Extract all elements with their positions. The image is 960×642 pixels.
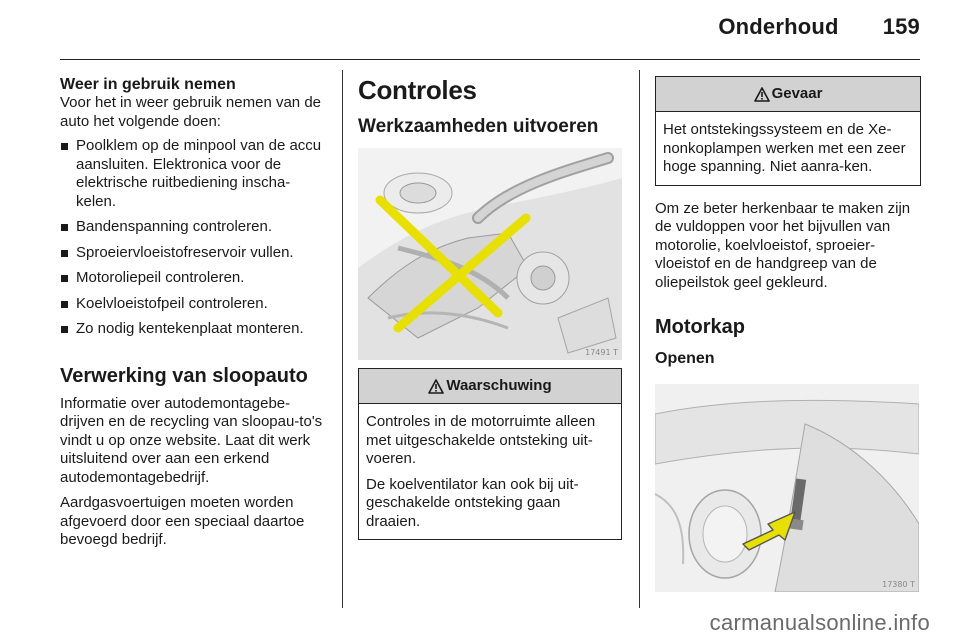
section-title: Onderhoud (718, 14, 839, 39)
warning-header (359, 369, 621, 404)
column-3 (655, 76, 923, 592)
heading-openen: Openen (655, 350, 715, 367)
danger-header (656, 77, 920, 112)
heading-motorkap: Motorkap (655, 316, 745, 338)
engine-bay-figure (358, 148, 622, 360)
weer-intro: Voor het in weer gebruik nemen van de auto het volgende doen: (60, 94, 321, 130)
square-bullet-icon (61, 275, 68, 282)
list-item: Koelvloeistofpeil controleren. (60, 295, 330, 314)
heading-werkzaamheden: Werkzaamheden uitvoeren (358, 116, 599, 137)
caps-paragraph: Om ze beter herkenbaar te maken zijn de vuldoppen voor het bijvullen van motorolie, koelvloeistof, sproeier-vloeistof en de handgreep van de oliepeilstok geel gekleurd. (655, 199, 911, 291)
heading-weer-in-gebruik: Weer in gebruik nemen (60, 76, 236, 93)
list-item: Motoroliepeil controleren. (60, 269, 330, 288)
square-bullet-icon (61, 250, 68, 257)
hood-release-illustration (655, 384, 919, 592)
list-item: Poolklem op de minpool van de accu aansluiten. Elektronica voor de elektrische ruitbediening inscha-kelen. (60, 137, 330, 211)
sloop-paragraph-2: Aardgasvoertuigen moeten worden afgevoerd door een speciaal daartoe bevoegd bedrijf. (60, 494, 305, 548)
warning-text-1: Controles in de motorruimte alleen met uitgeschakelde ontsteking uit-voeren. (366, 413, 596, 467)
danger-body (656, 112, 920, 185)
warning-triangle-icon (428, 379, 444, 394)
engine-bay-illustration (358, 148, 622, 360)
checklist (60, 137, 330, 339)
column-1 (60, 76, 330, 550)
header-rule (60, 59, 920, 60)
list-item: Zo nodig kentekenplaat monteren. (60, 320, 330, 339)
column-2 (358, 76, 624, 540)
danger-title: Gevaar (771, 85, 823, 102)
figure-code: 17491 T (585, 348, 618, 357)
column-divider-1 (342, 70, 343, 608)
danger-box (655, 76, 921, 186)
warning-body (359, 404, 621, 539)
warning-text-2: De koelventilator kan ook bij uit-geschakelde ontsteking gaan draaien. (366, 475, 579, 530)
page-number: 159 (882, 14, 920, 39)
square-bullet-icon (61, 143, 68, 150)
square-bullet-icon (61, 224, 68, 231)
hood-release-figure (655, 384, 919, 592)
sloop-paragraph-1: Informatie over autodemontagebe-drijven en de recycling van sloopau-to's vindt u op onze website. Laat dit werk uitsluitend over aan een erkend autodemontagebedrijf. (60, 394, 323, 486)
warning-box (358, 368, 622, 540)
watermark: carmanualsonline.info (709, 610, 930, 635)
list-item: Bandenspanning controleren. (60, 218, 330, 237)
column-divider-2 (639, 70, 640, 608)
list-item: Sproeiervloeistofreservoir vullen. (60, 244, 330, 263)
danger-text: Het ontstekingssysteem en de Xe-nonkoplampen werken met een zeer hoge spanning. Niet aanra-ken. (663, 121, 906, 175)
square-bullet-icon (61, 326, 68, 333)
page-header (718, 14, 920, 40)
square-bullet-icon (61, 301, 68, 308)
warning-title: Waarschuwing (446, 377, 552, 394)
heading-sloopauto: Verwerking van sloopauto (60, 364, 308, 387)
heading-controles: Controles (358, 75, 477, 105)
warning-triangle-icon (754, 87, 770, 102)
figure-code: 17380 T (882, 580, 915, 589)
